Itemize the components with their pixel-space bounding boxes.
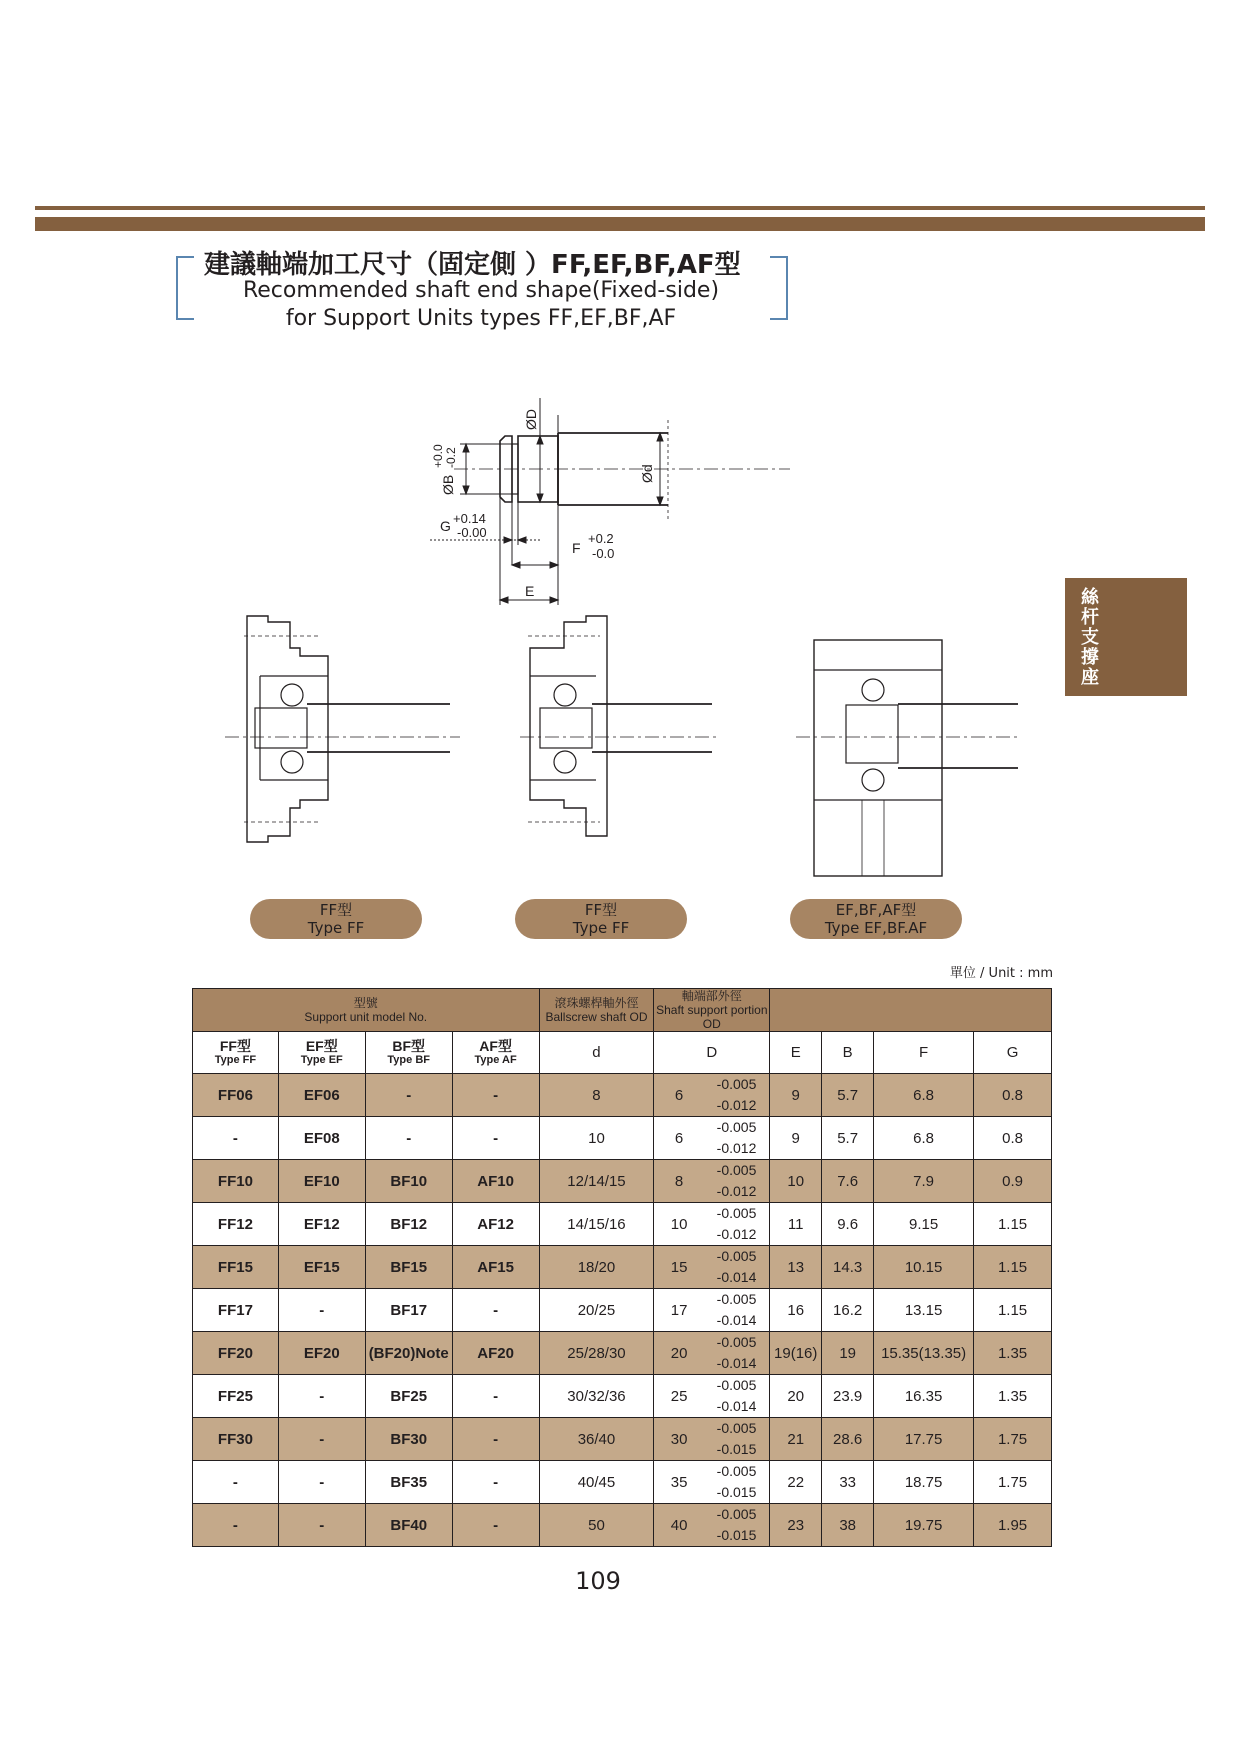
cell-ff: FF10 <box>193 1160 279 1203</box>
cell-D: 25 <box>654 1375 704 1418</box>
cell-D: 6 <box>654 1074 704 1117</box>
cell-D-tolerance <box>704 1461 770 1504</box>
cell-ff: FF17 <box>193 1289 279 1332</box>
cell-ff: - <box>193 1504 279 1547</box>
caption-type-ff-1 <box>250 899 422 939</box>
cell-tol-lower: -0.012 <box>716 1140 757 1156</box>
table-row <box>193 1203 1052 1246</box>
col-E: E <box>770 1032 822 1074</box>
table-row <box>193 1418 1052 1461</box>
cell-ff: FF06 <box>193 1074 279 1117</box>
page-title-en-line1: Recommended shaft end shape(Fixed-side) <box>242 278 720 303</box>
cell-ef: EF08 <box>278 1117 365 1160</box>
cell-G: 0.8 <box>974 1074 1052 1117</box>
cell-af: - <box>452 1117 539 1160</box>
cell-tol-lower: -0.015 <box>716 1484 757 1500</box>
cell-ff: FF25 <box>193 1375 279 1418</box>
col-ff-en: Type FF <box>214 1054 257 1066</box>
cell-ef: EF15 <box>278 1246 365 1289</box>
header-blank <box>770 989 1052 1032</box>
col-B: B <box>822 1032 874 1074</box>
cell-ff: FF12 <box>193 1203 279 1246</box>
cell-ff: FF30 <box>193 1418 279 1461</box>
label-g: G <box>440 518 451 534</box>
cell-d: 12/14/15 <box>539 1160 654 1203</box>
cell-F: 18.75 <box>874 1461 974 1504</box>
cell-tol-lower: -0.015 <box>716 1527 757 1543</box>
cell-G: 1.95 <box>974 1504 1052 1547</box>
cell-G: 1.15 <box>974 1203 1052 1246</box>
cell-G: 1.75 <box>974 1418 1052 1461</box>
caption-en: Type FF <box>307 919 365 937</box>
cell-E: 22 <box>770 1461 822 1504</box>
page-number: 109 <box>575 1567 621 1595</box>
shaft-end-detail <box>430 398 790 605</box>
spec-table <box>192 988 1052 1547</box>
cell-B: 33 <box>822 1461 874 1504</box>
cell-ef: EF10 <box>278 1160 365 1203</box>
shaft-end-drawing <box>0 380 1240 900</box>
caption-zh: EF,BF,AF型 <box>835 901 917 919</box>
cell-D: 30 <box>654 1418 704 1461</box>
table-row <box>193 1117 1052 1160</box>
cell-E: 9 <box>770 1117 822 1160</box>
cell-tol-lower: -0.012 <box>716 1226 757 1242</box>
cell-B: 23.9 <box>822 1375 874 1418</box>
cell-tol-upper: -0.005 <box>716 1377 757 1393</box>
cell-E: 23 <box>770 1504 822 1547</box>
cell-tol-upper: -0.005 <box>716 1463 757 1479</box>
cell-D: 8 <box>654 1160 704 1203</box>
cell-tol-upper: -0.005 <box>716 1076 757 1092</box>
cell-ef: EF12 <box>278 1203 365 1246</box>
cell-F: 13.15 <box>874 1289 974 1332</box>
cell-bf: BF30 <box>365 1418 452 1461</box>
cell-G: 1.35 <box>974 1332 1052 1375</box>
cell-D: 15 <box>654 1246 704 1289</box>
col-ff <box>193 1032 279 1074</box>
cell-d: 25/28/30 <box>539 1332 654 1375</box>
cell-ef: - <box>278 1289 365 1332</box>
header-rule-thin <box>35 206 1205 210</box>
cell-d: 30/32/36 <box>539 1375 654 1418</box>
cell-bf: (BF20)Note <box>365 1332 452 1375</box>
cell-tol-upper: -0.005 <box>716 1205 757 1221</box>
cell-F: 9.15 <box>874 1203 974 1246</box>
cell-bf: - <box>365 1117 452 1160</box>
cell-D-tolerance <box>704 1418 770 1461</box>
cell-D-tolerance <box>704 1117 770 1160</box>
cell-af: AF10 <box>452 1160 539 1203</box>
cell-E: 19(16) <box>770 1332 822 1375</box>
cell-af: - <box>452 1375 539 1418</box>
cell-B: 7.6 <box>822 1160 874 1203</box>
cell-tol-upper: -0.005 <box>716 1420 757 1436</box>
cell-B: 19 <box>822 1332 874 1375</box>
cell-B: 38 <box>822 1504 874 1547</box>
cell-tol-lower: -0.012 <box>716 1097 757 1113</box>
cell-tol-lower: -0.014 <box>716 1398 757 1414</box>
col-F: F <box>874 1032 974 1074</box>
cell-B: 9.6 <box>822 1203 874 1246</box>
label-f-tol-lower: -0.0 <box>592 546 615 561</box>
table-row <box>193 1074 1052 1117</box>
cell-af: AF15 <box>452 1246 539 1289</box>
label-b-tol-upper: +0.0 <box>431 444 445 468</box>
table-row <box>193 1332 1052 1375</box>
header-model <box>193 989 540 1032</box>
cell-d: 40/45 <box>539 1461 654 1504</box>
cell-bf: BF15 <box>365 1246 452 1289</box>
cell-D-tolerance <box>704 1504 770 1547</box>
label-g-tol-upper: +0.14 <box>453 511 486 526</box>
col-G: G <box>974 1032 1052 1074</box>
cell-bf: - <box>365 1074 452 1117</box>
cell-D: 17 <box>654 1289 704 1332</box>
cell-tol-lower: -0.015 <box>716 1441 757 1457</box>
cell-E: 13 <box>770 1246 822 1289</box>
dimension-labels <box>431 409 655 599</box>
col-af-zh: AF型 <box>479 1038 512 1054</box>
col-D: D <box>654 1032 770 1074</box>
caption-en: Type FF <box>572 919 630 937</box>
caption-en: Type EF,BF.AF <box>824 919 928 937</box>
unit-label: 單位 / Unit : mm <box>949 966 1053 981</box>
col-af <box>452 1032 539 1074</box>
cell-af: - <box>452 1504 539 1547</box>
cell-G: 1.15 <box>974 1289 1052 1332</box>
cell-ef: EF20 <box>278 1332 365 1375</box>
col-ef <box>278 1032 365 1074</box>
cell-G: 1.15 <box>974 1246 1052 1289</box>
cell-ff: FF20 <box>193 1332 279 1375</box>
label-e: E <box>525 583 535 599</box>
cell-ef: - <box>278 1418 365 1461</box>
cell-bf: BF12 <box>365 1203 452 1246</box>
cell-F: 15.35(13.35) <box>874 1332 974 1375</box>
label-b-tol-lower: -0.2 <box>444 447 458 468</box>
col-ef-zh: EF型 <box>305 1038 338 1054</box>
col-d: d <box>539 1032 654 1074</box>
cell-D-tolerance <box>704 1289 770 1332</box>
cell-bf: BF17 <box>365 1289 452 1332</box>
table-row <box>193 1375 1052 1418</box>
table-row <box>193 1246 1052 1289</box>
cell-tol-lower: -0.014 <box>716 1312 757 1328</box>
cell-F: 17.75 <box>874 1418 974 1461</box>
header-support-od <box>654 989 770 1032</box>
table-row <box>193 1289 1052 1332</box>
cell-tol-upper: -0.005 <box>716 1506 757 1522</box>
cell-D: 6 <box>654 1117 704 1160</box>
cell-B: 5.7 <box>822 1117 874 1160</box>
cell-d: 50 <box>539 1504 654 1547</box>
cell-tol-lower: -0.014 <box>716 1269 757 1285</box>
col-bf <box>365 1032 452 1074</box>
cell-d: 8 <box>539 1074 654 1117</box>
cell-E: 10 <box>770 1160 822 1203</box>
cell-G: 1.35 <box>974 1375 1052 1418</box>
header-model-en: Support unit model No. <box>304 1010 428 1024</box>
caption-zh: FF型 <box>584 901 618 919</box>
cell-D-tolerance <box>704 1160 770 1203</box>
cell-E: 16 <box>770 1289 822 1332</box>
cell-F: 19.75 <box>874 1504 974 1547</box>
cell-ff: - <box>193 1461 279 1504</box>
label-d: Ød <box>639 464 655 483</box>
label-g-tol-lower: -0.00 <box>457 525 487 540</box>
cell-ef: EF06 <box>278 1074 365 1117</box>
cell-G: 1.75 <box>974 1461 1052 1504</box>
cell-D-tolerance <box>704 1074 770 1117</box>
cell-af: AF20 <box>452 1332 539 1375</box>
caption-type-ef-bf-af <box>790 899 962 939</box>
cell-D: 10 <box>654 1203 704 1246</box>
section-side-tab-label: 絲杆支撐座 <box>1081 587 1099 688</box>
cell-D-tolerance <box>704 1203 770 1246</box>
label-f-tol-upper: +0.2 <box>588 531 614 546</box>
cell-tol-upper: -0.005 <box>716 1334 757 1350</box>
cell-ff: FF15 <box>193 1246 279 1289</box>
cell-ef: - <box>278 1504 365 1547</box>
page-title-en-line2: for Support Units types FF,EF,BF,AF <box>285 306 677 331</box>
table-row <box>193 1160 1052 1203</box>
cell-E: 21 <box>770 1418 822 1461</box>
header-ballscrew-od-zh: 滾珠螺桿軸外徑 <box>554 996 639 1010</box>
cell-af: - <box>452 1461 539 1504</box>
assembly-type-ff-2 <box>520 616 720 836</box>
cell-D-tolerance <box>704 1332 770 1375</box>
cell-B: 16.2 <box>822 1289 874 1332</box>
header-model-zh: 型號 <box>353 996 378 1010</box>
cell-B: 14.3 <box>822 1246 874 1289</box>
cell-bf: BF10 <box>365 1160 452 1203</box>
cell-F: 6.8 <box>874 1117 974 1160</box>
header-support-od-zh: 軸端部外徑 <box>681 989 742 1003</box>
cell-G: 0.9 <box>974 1160 1052 1203</box>
cell-tol-upper: -0.005 <box>716 1248 757 1264</box>
cell-D: 35 <box>654 1461 704 1504</box>
cell-F: 16.35 <box>874 1375 974 1418</box>
table-group-header-row <box>193 989 1052 1032</box>
cell-d: 36/40 <box>539 1418 654 1461</box>
assembly-type-ef-bf-af <box>796 640 1020 876</box>
label-b: ØB <box>440 474 456 495</box>
label-f: F <box>572 540 581 556</box>
cell-B: 5.7 <box>822 1074 874 1117</box>
cell-bf: BF25 <box>365 1375 452 1418</box>
cell-tol-lower: -0.012 <box>716 1183 757 1199</box>
cell-D: 40 <box>654 1504 704 1547</box>
table-body <box>193 1074 1052 1547</box>
cell-d: 18/20 <box>539 1246 654 1289</box>
page-title-zh: 建議軸端加工尺寸（固定側 ）FF,EF,BF,AF型 <box>204 250 741 280</box>
cell-D: 20 <box>654 1332 704 1375</box>
header-ballscrew-od-en: Ballscrew shaft OD <box>545 1010 648 1024</box>
cell-E: 20 <box>770 1375 822 1418</box>
table-column-header-row <box>193 1032 1052 1074</box>
col-af-en: Type AF <box>474 1054 517 1066</box>
cell-tol-upper: -0.005 <box>716 1119 757 1135</box>
cell-af: AF12 <box>452 1203 539 1246</box>
cell-F: 10.15 <box>874 1246 974 1289</box>
cell-F: 6.8 <box>874 1074 974 1117</box>
header-rule-thick <box>35 217 1205 231</box>
assembly-type-ff-1 <box>225 616 460 842</box>
cell-tol-upper: -0.005 <box>716 1162 757 1178</box>
col-bf-en: Type BF <box>387 1054 430 1066</box>
cell-B: 28.6 <box>822 1418 874 1461</box>
col-ff-zh: FF型 <box>219 1038 251 1054</box>
table-row <box>193 1504 1052 1547</box>
cell-E: 9 <box>770 1074 822 1117</box>
cell-d: 20/25 <box>539 1289 654 1332</box>
caption-type-ff-2 <box>515 899 687 939</box>
cell-d: 14/15/16 <box>539 1203 654 1246</box>
cell-ef: - <box>278 1375 365 1418</box>
caption-zh: FF型 <box>319 901 353 919</box>
cell-bf: BF35 <box>365 1461 452 1504</box>
cell-af: - <box>452 1074 539 1117</box>
table-row <box>193 1461 1052 1504</box>
col-ef-en: Type EF <box>300 1054 343 1066</box>
cell-F: 7.9 <box>874 1160 974 1203</box>
header-ballscrew-od <box>539 989 654 1032</box>
cell-af: - <box>452 1289 539 1332</box>
cell-D-tolerance <box>704 1375 770 1418</box>
cell-D-tolerance <box>704 1246 770 1289</box>
cell-bf: BF40 <box>365 1504 452 1547</box>
cell-ef: - <box>278 1461 365 1504</box>
cell-G: 0.8 <box>974 1117 1052 1160</box>
cell-tol-lower: -0.014 <box>716 1355 757 1371</box>
label-od: ØD <box>523 409 539 430</box>
cell-tol-upper: -0.005 <box>716 1291 757 1307</box>
col-bf-zh: BF型 <box>392 1038 426 1054</box>
cell-af: - <box>452 1418 539 1461</box>
header-support-od-en: Shaft support portion OD <box>656 1003 768 1031</box>
cell-d: 10 <box>539 1117 654 1160</box>
cell-ff: - <box>193 1117 279 1160</box>
cell-E: 11 <box>770 1203 822 1246</box>
